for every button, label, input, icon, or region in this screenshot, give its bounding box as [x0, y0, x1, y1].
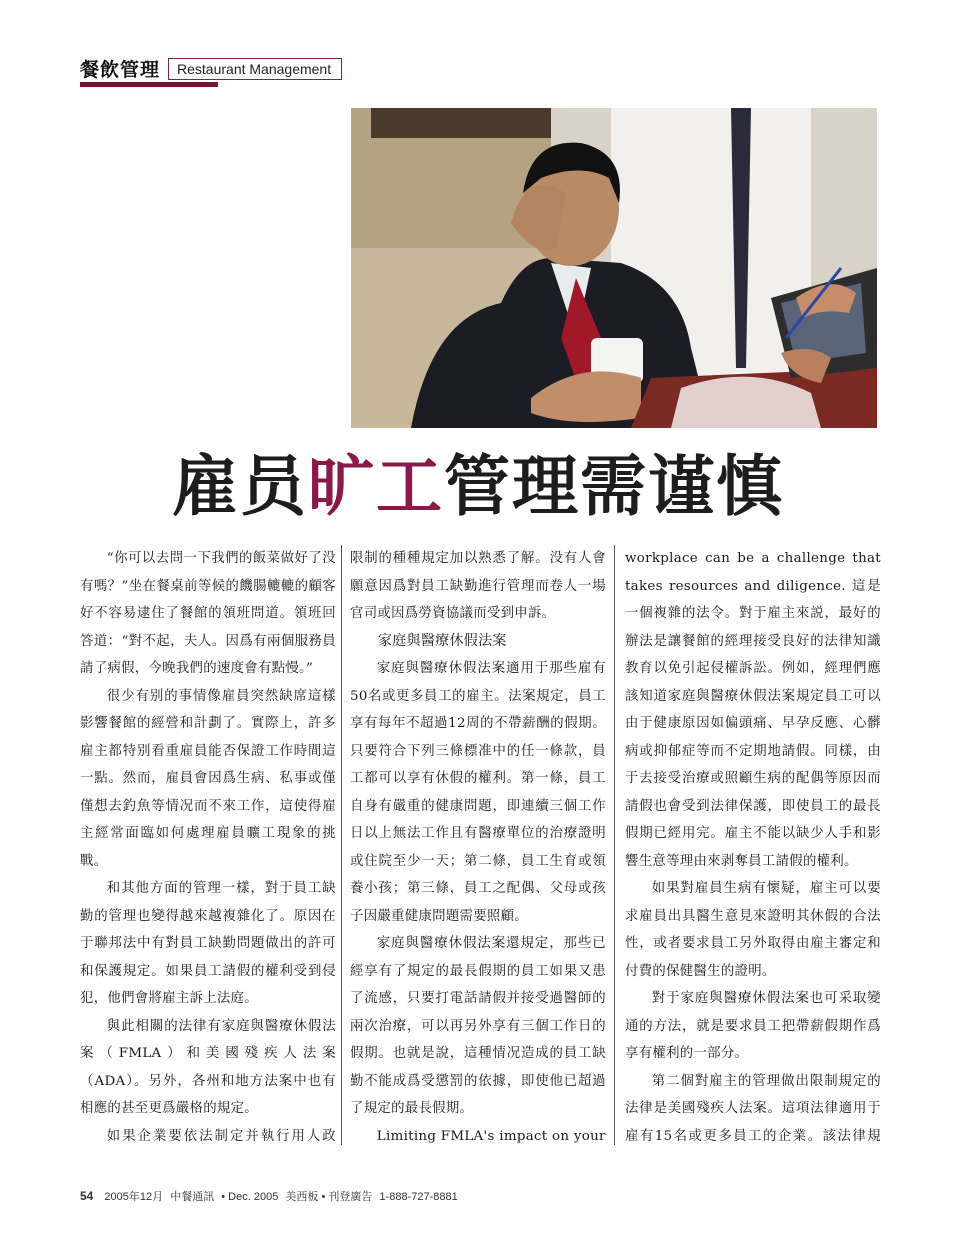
- paragraph: 第二個對雇主的管理做出限制規定的法律是美國殘疾人法案。這項法律適用于雇有15名或更多員工的企業。該法律規: [625, 1073, 881, 1144]
- issue-date-en: • Dec. 2005: [221, 1191, 279, 1203]
- issue-date-cn: 2005年12月: [104, 1191, 164, 1203]
- paragraph: “你可以去問一下我們的飯菜做好了没有嗎？”坐在餐桌前等候的饑腸轆轆的顧客好不容易逮住了餐館的領班問道。領班回答道：“對不起，夫人。因爲有兩個服務員請了病假，今晚我們的速度會有點慢。”: [80, 551, 336, 676]
- paragraph: 家庭與醫療休假法案還規定，那些已經享有了規定的最長假期的員工如果又患了流感，只要打電話請假并接受過醫師的兩次治療，可以再另外享有三個工作日的假期。也就是說，這種情况造成的員工缺勤不能成爲受懲罰的依據，即使他已超過了規定的最長假期。: [350, 936, 606, 1116]
- paragraph: 如果對雇員生病有懷疑，雇主可以要求雇員出具醫生意見來證明其休假的合法性，或者要求員工另外取得由雇主審定和付費的保健醫生的證明。: [625, 881, 881, 979]
- paragraph: 和其他方面的管理一樣，對于員工缺勤的管理也變得越來越複雜化了。原因在于聯邦法中有對員工缺勤問題做出的許可和保護規定。如果員工請假的權利受到侵犯，他們會將雇主訴上法庭。: [80, 881, 336, 1006]
- headline-accent: 旷工: [308, 448, 444, 525]
- paragraph: 如果企業要依法制定并執行用人政: [106, 1128, 336, 1144]
- paragraph: workplace can be a challenge that takes resources and diligence. 這是一個複雜的法令。對于雇主來説，最好的辦法是讓餐館的經理接受良好的法律知識教育以免引起侵權訴訟。例如，經理們應該知道家庭與醫療休假法案規定員工可以由于健康原因如偏頭痛、早孕反應、心髒病或抑郁症等而不定期地請假。同樣，由于去接受治療或照顧生病的配偶等原因而請假也會受到法律保護，即使員工的最長假期已經用完。雇主不能以缺少人手和影響生意等理由來剥奪員工請假的權利。: [625, 551, 881, 869]
- column-1: [80, 545, 336, 1150]
- advertiser-info: 美西板 • 刊登廣告: [285, 1191, 373, 1203]
- paragraph: 對于家庭與醫療休假法案也可采取變通的方法，就是要求員工把帶薪假期作爲享有權利的一部分。: [625, 991, 881, 1061]
- column-divider: [341, 545, 342, 1145]
- section-title-en: Restaurant Management: [168, 58, 342, 80]
- paragraph: 家庭與醫療休假法案適用于那些雇有50名或更多員工的雇主。法案規定，員工享有每年不超過12周的不帶薪酬的假期。只要符合下列三條標准中的任一條款，員工都可以享有休假的權利。第一條，員工自身有嚴重的健康問題，即連續三個工作日以上無法工作且有醫療單位的治療證明或住院至少一天；第二條，員工生育或領養小孩；第三條，員工之配偶、父母或孩子因嚴重健康問題需要照顧。: [350, 661, 606, 924]
- section-underline: [80, 82, 218, 87]
- section-header: [80, 55, 342, 82]
- column-3: [625, 545, 881, 1150]
- paragraph: 很少有别的事情像雇員突然缺席這樣影響餐館的經營和計劃了。實際上，許多雇主都特别看重雇員能否保證工作時間這一點。然而，雇員會因爲生病、私事或僅僅想去釣魚等情况而不來工作，這使得雇主經常面臨如何處理雇員曠工現象的挑戰。: [80, 688, 336, 869]
- page-number: 54: [80, 1189, 94, 1203]
- paragraph: 與此相關的法律有家庭與醫療休假法案（FMLA）和美國殘疾人法案（ADA）。另外，各州和地方法案中也有相應的甚至更爲嚴格的規定。: [80, 1018, 336, 1116]
- headline-part-1: 雇员: [172, 448, 308, 525]
- column-divider: [614, 545, 615, 1145]
- column-2: [350, 545, 606, 1150]
- paragraph: Limiting FMLA's impact on your: [376, 1128, 606, 1144]
- headline: [80, 447, 876, 527]
- magazine-name: 中餐通訊: [170, 1191, 215, 1203]
- headline-part-2: 管理需谨慎: [444, 448, 784, 525]
- article-photo: [351, 108, 877, 428]
- page-footer: [80, 1188, 462, 1204]
- section-title-cn: 餐飲管理: [80, 59, 161, 81]
- phone-number: 1-888-727-8881: [379, 1191, 458, 1203]
- subheading: 家庭與醫療休假法案: [378, 632, 507, 649]
- paragraph: 限制的種種規定加以熟悉了解。没有人會願意因爲對員工缺勤進行管理而卷人一場官司或因爲勞資協議而受到申訴。: [350, 551, 606, 621]
